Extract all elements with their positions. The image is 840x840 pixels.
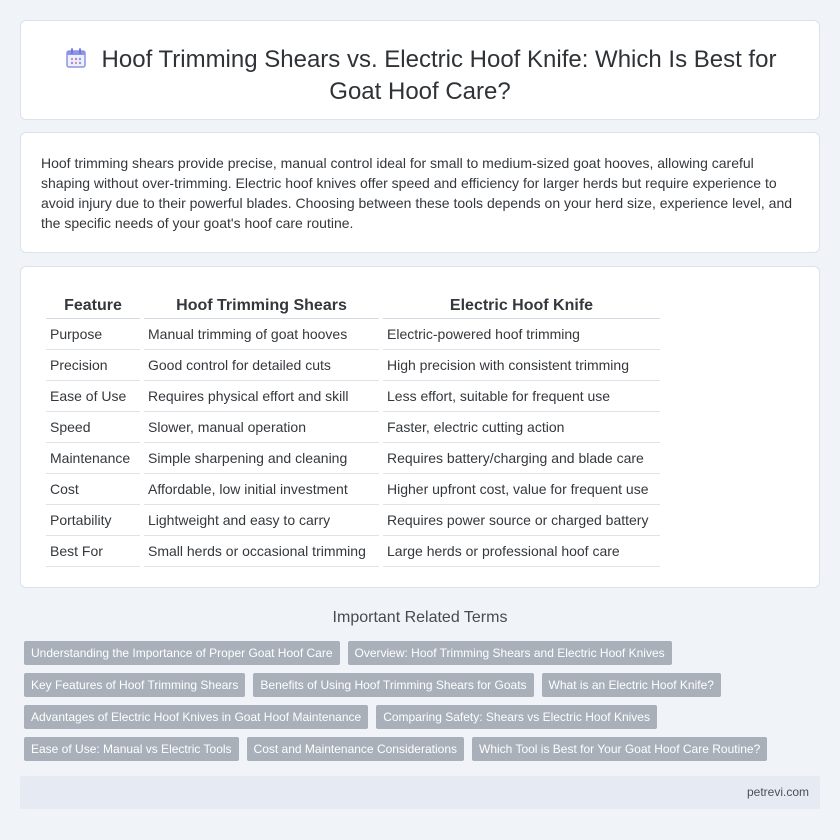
footer-site-link[interactable]: petrevi.com	[746, 785, 809, 799]
page-title	[21, 21, 819, 108]
table-row	[46, 505, 660, 536]
related-term-link[interactable]: Overview: Hoof Trimming Shears and Electric Hoof Knives	[348, 641, 672, 665]
column-header-feature: Feature	[46, 293, 140, 319]
table-cell: Best For	[46, 536, 140, 567]
tag-row	[24, 641, 824, 665]
table-cell: Portability	[46, 505, 140, 536]
page-title-text: Hoof Trimming Shears vs. Electric Hoof Knife: Which Is Best for Goat Hoof Care?	[101, 46, 777, 105]
table-row	[46, 536, 660, 567]
table-cell: Less effort, suitable for frequent use	[383, 381, 660, 412]
tag-row	[24, 737, 824, 761]
column-header-electric: Electric Hoof Knife	[383, 293, 660, 319]
table-cell: Good control for detailed cuts	[144, 350, 379, 381]
summary-card	[20, 132, 820, 253]
tag-row	[24, 673, 824, 697]
table-header-row	[46, 293, 660, 319]
table-cell: Higher upfront cost, value for frequent use	[383, 474, 660, 505]
table-cell: Slower, manual operation	[144, 412, 379, 443]
table-cell: Lightweight and easy to carry	[144, 505, 379, 536]
related-term-link[interactable]: Ease of Use: Manual vs Electric Tools	[24, 737, 239, 761]
table-row	[46, 381, 660, 412]
related-terms-list	[24, 641, 824, 769]
table-row	[46, 350, 660, 381]
related-term-link[interactable]: Key Features of Hoof Trimming Shears	[24, 673, 245, 697]
related-term-link[interactable]: Comparing Safety: Shears vs Electric Hoof Knives	[376, 705, 657, 729]
related-term-link[interactable]: Benefits of Using Hoof Trimming Shears for Goats	[253, 673, 533, 697]
related-terms-heading: Important Related Terms	[332, 609, 508, 626]
comparison-table	[42, 293, 664, 567]
table-row	[46, 319, 660, 350]
table-cell: Requires battery/charging and blade care	[383, 443, 660, 474]
title-card	[20, 20, 820, 120]
table-cell: Ease of Use	[46, 381, 140, 412]
table-card	[20, 266, 820, 588]
table-cell: Electric-powered hoof trimming	[383, 319, 660, 350]
table-cell: Large herds or professional hoof care	[383, 536, 660, 567]
table-cell: Requires power source or charged battery	[383, 505, 660, 536]
related-term-link[interactable]: Cost and Maintenance Considerations	[247, 737, 464, 761]
table-cell: Simple sharpening and cleaning	[144, 443, 379, 474]
table-cell: Speed	[46, 412, 140, 443]
summary-text: Hoof trimming shears provide precise, manual control ideal for small to medium-sized goat hooves, allowing careful shaping without over-trimming. Electric hoof knives offer speed and efficiency for larger herds but require experience to avoid injury due to their powerful blades. Choosing between these tools depends on your herd size, experience level, and the specific needs of your goat's hoof care routine.	[41, 155, 793, 231]
tag-row	[24, 705, 824, 729]
table-row	[46, 474, 660, 505]
table-cell: Manual trimming of goat hooves	[144, 319, 379, 350]
related-term-link[interactable]: Which Tool is Best for Your Goat Hoof Care Routine?	[472, 737, 767, 761]
column-header-shears: Hoof Trimming Shears	[144, 293, 379, 319]
table-cell: Requires physical effort and skill	[144, 381, 379, 412]
footer	[20, 776, 820, 809]
table-cell: Purpose	[46, 319, 140, 350]
table-cell: Small herds or occasional trimming	[144, 536, 379, 567]
table-cell: Faster, electric cutting action	[383, 412, 660, 443]
table-cell: High precision with consistent trimming	[383, 350, 660, 381]
table-cell: Cost	[46, 474, 140, 505]
calendar-icon	[64, 46, 88, 70]
related-term-link[interactable]: What is an Electric Hoof Knife?	[542, 673, 721, 697]
table-cell: Affordable, low initial investment	[144, 474, 379, 505]
table-cell: Precision	[46, 350, 140, 381]
related-term-link[interactable]: Understanding the Importance of Proper Goat Hoof Care	[24, 641, 340, 665]
table-row	[46, 412, 660, 443]
related-term-link[interactable]: Advantages of Electric Hoof Knives in Goat Hoof Maintenance	[24, 705, 368, 729]
table-row	[46, 443, 660, 474]
table-cell: Maintenance	[46, 443, 140, 474]
